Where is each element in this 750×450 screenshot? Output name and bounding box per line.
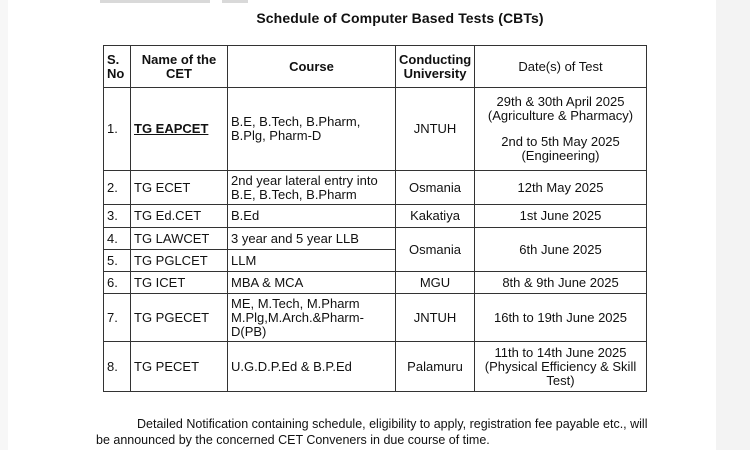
row-course: U.G.D.P.Ed & B.P.Ed — [228, 342, 396, 392]
row-dates — [475, 88, 647, 171]
row-name: TG ICET — [131, 272, 228, 294]
row-dates: 1st June 2025 — [475, 205, 647, 228]
row-name: TG PGLCET — [131, 250, 228, 272]
footnote-paragraph — [96, 416, 656, 448]
row-university: Palamuru — [396, 342, 475, 392]
row-dates: 12th May 2025 — [475, 171, 647, 205]
header-course: Course — [228, 46, 396, 88]
row-sno: 3. — [104, 205, 131, 228]
cbt-schedule-table — [103, 45, 647, 392]
header-sno: S. No — [104, 46, 131, 88]
row-name — [131, 88, 228, 171]
row-sno: 8. — [104, 342, 131, 392]
row-course: B.E, B.Tech, B.Pharm, B.Plg, Pharm-D — [228, 88, 396, 171]
date-note: (Engineering) — [521, 148, 600, 163]
row-course: B.Ed — [228, 205, 396, 228]
row-sno: 4. — [104, 228, 131, 250]
footnote-text: Detailed Notification containing schedule, eligibility to apply, registration fee payable etc., will be announced by the concerned CET Conveners in due course of time. — [96, 417, 648, 447]
page-right-shadow — [716, 0, 750, 450]
row-name: TG Ed.CET — [131, 205, 228, 228]
course-line: B.E, B.Tech, B.Pharm — [231, 186, 357, 202]
row-dates: 8th & 9th June 2025 — [475, 272, 647, 294]
row-name: TG ECET — [131, 171, 228, 205]
table-row — [104, 171, 647, 205]
row-course: ME, M.Tech, M.Pharm M.Plg,M.Arch.&Pharm-D(PB) — [228, 294, 396, 342]
row-course: 3 year and 5 year LLB — [228, 228, 396, 250]
row-name: TG LAWCET — [131, 228, 228, 250]
cropped-text-fragment — [100, 0, 210, 3]
row-university: Kakatiya — [396, 205, 475, 228]
row-name-text: TG EAPCET — [134, 121, 209, 136]
header-university: Conducting University — [396, 46, 475, 88]
date-note: (Agriculture & Pharmacy) — [487, 108, 634, 123]
row-dates: 16th to 19th June 2025 — [475, 294, 647, 342]
table-row — [104, 294, 647, 342]
cropped-text-fragment — [222, 0, 248, 3]
row-sno: 7. — [104, 294, 131, 342]
table-row — [104, 342, 647, 392]
table-row — [104, 205, 647, 228]
row-course: LLM — [228, 250, 396, 272]
date-line: 29th & 30th April 2025 — [496, 94, 625, 109]
table-header-row — [104, 46, 647, 88]
table-row — [104, 228, 647, 250]
row-sno: 6. — [104, 272, 131, 294]
row-university: Osmania — [396, 228, 475, 272]
row-university: MGU — [396, 272, 475, 294]
row-dates: 6th June 2025 — [475, 228, 647, 272]
row-university: JNTUH — [396, 88, 475, 171]
row-dates: 11th to 14th June 2025 (Physical Efficiency & Skill Test) — [475, 342, 647, 392]
row-sno: 5. — [104, 250, 131, 272]
course-line: 2nd year lateral entry into — [231, 172, 378, 188]
row-name: TG PECET — [131, 342, 228, 392]
document-title: Schedule of Computer Based Tests (CBTs) — [256, 10, 544, 26]
table-row — [104, 88, 647, 171]
row-university: Osmania — [396, 171, 475, 205]
date-line: 2nd to 5th May 2025 — [501, 134, 620, 149]
header-dates: Date(s) of Test — [475, 46, 647, 88]
row-name: TG PGECET — [131, 294, 228, 342]
header-name: Name of the CET — [131, 46, 228, 88]
row-course — [228, 171, 396, 205]
table-row — [104, 272, 647, 294]
row-course: MBA & MCA — [228, 272, 396, 294]
page-left-shadow — [0, 0, 8, 450]
row-university: JNTUH — [396, 294, 475, 342]
row-sno: 2. — [104, 171, 131, 205]
row-sno: 1. — [104, 88, 131, 171]
